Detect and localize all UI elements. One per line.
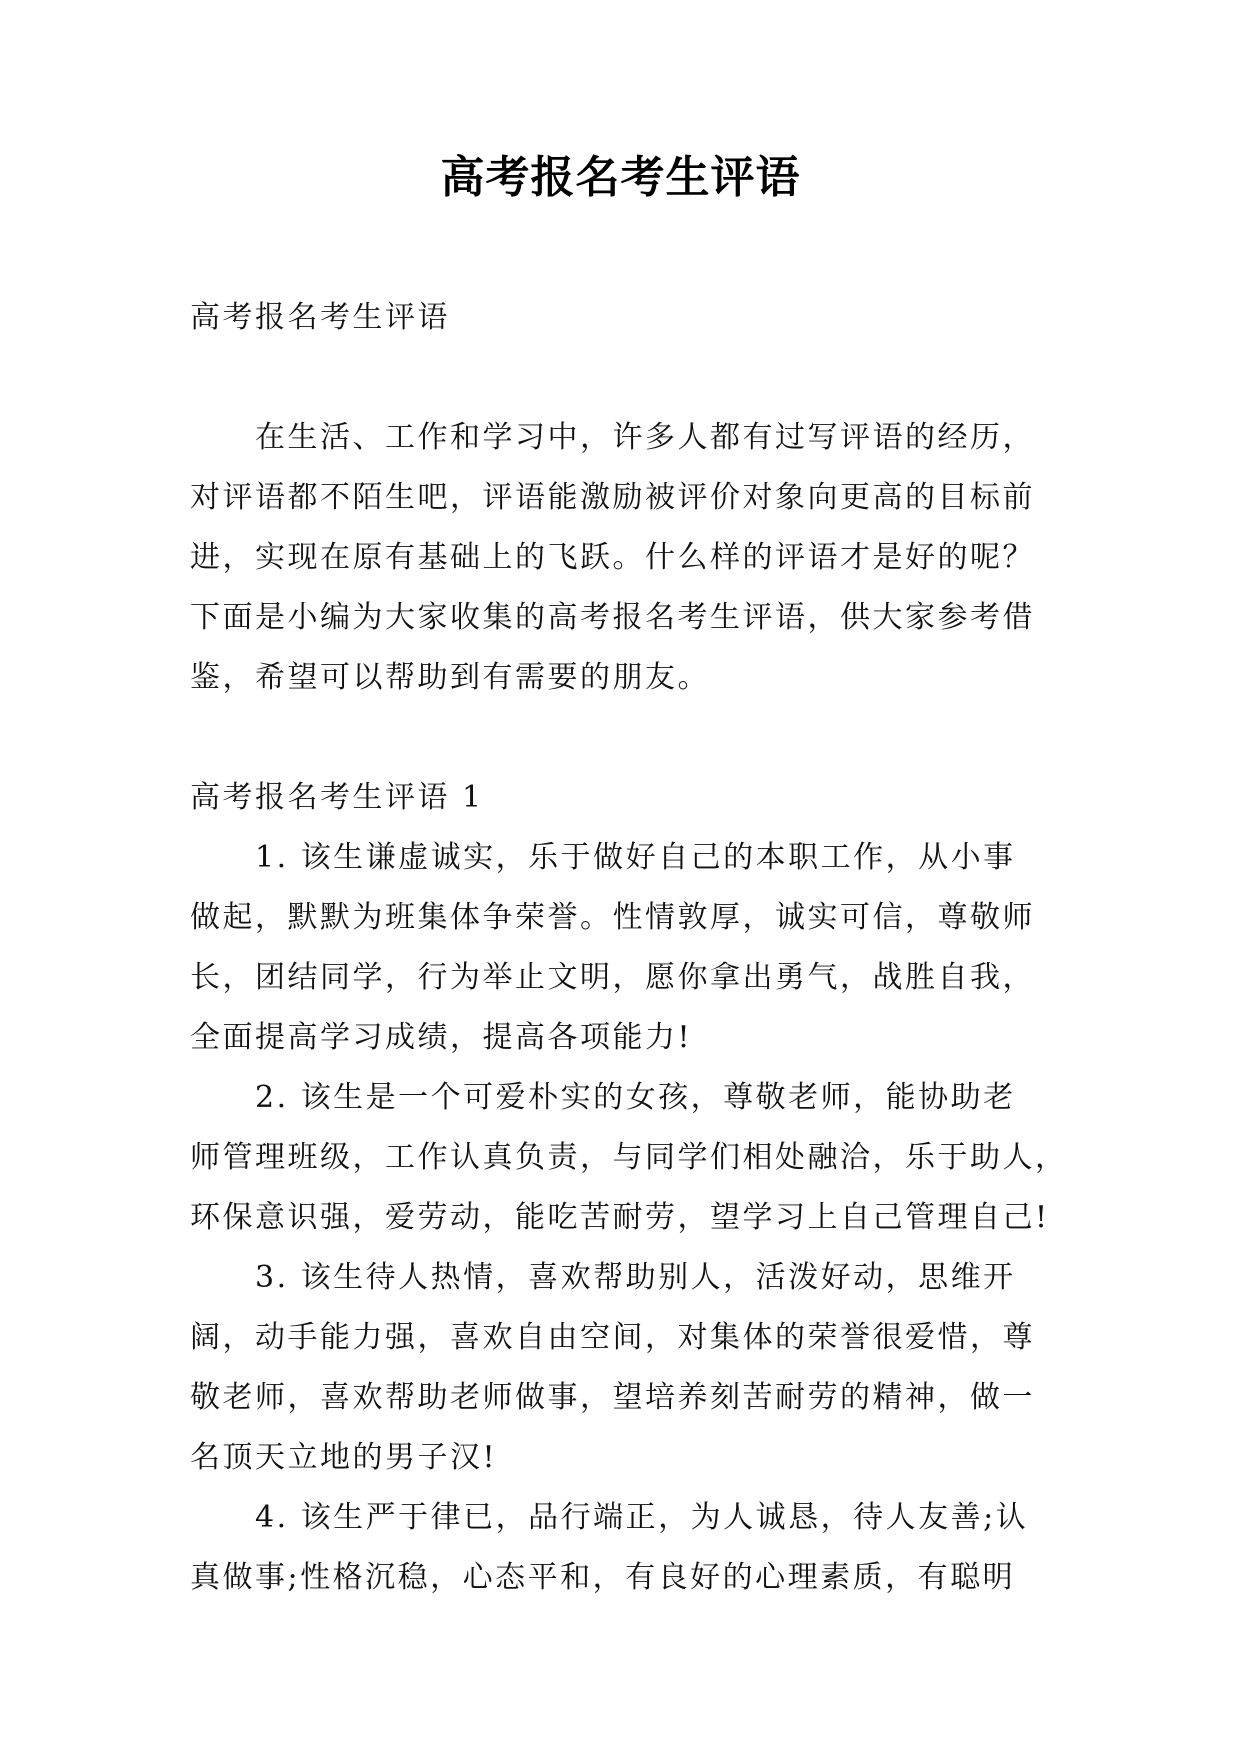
comment-item-1 bbox=[190, 828, 1070, 1068]
comment-line: 长，团结同学，行为举止文明，愿你拿出勇气，战胜自我， bbox=[190, 960, 1035, 995]
intro-line: 下面是小编为大家收集的高考报名考生评语，供大家参考借 bbox=[190, 600, 1035, 635]
section-heading: 高考报名考生评语 1 bbox=[190, 780, 484, 815]
comment-line: 师管理班级，工作认真负责，与同学们相处融洽，乐于助人， bbox=[190, 1140, 1068, 1175]
spacer bbox=[190, 348, 1070, 408]
comment-line: 做起，默默为班集体争荣誉。性情敦厚，诚实可信，尊敬师 bbox=[190, 900, 1035, 935]
intro-line: 鉴，希望可以帮助到有需要的朋友。 bbox=[190, 660, 710, 695]
comment-item-2 bbox=[190, 1068, 1070, 1248]
comment-line: 真做事;性格沉稳，心态平和，有良好的心理素质，有聪明 bbox=[190, 1560, 1016, 1595]
comment-line: 阔，动手能力强，喜欢自由空间，对集体的荣誉很爱惜，尊 bbox=[190, 1320, 1035, 1355]
comment-line: 1. 该生谦虚诚实，乐于做好自己的本职工作，从小事 bbox=[190, 840, 1016, 875]
comment-line: 4. 该生严于律已，品行端正，为人诚恳，待人友善;认 bbox=[190, 1500, 1029, 1535]
comment-line: 环保意识强，爱劳动，能吃苦耐劳，望学习上自己管理自己! bbox=[190, 1200, 1050, 1235]
intro-line: 对评语都不陌生吧，评语能激励被评价对象向更高的目标前 bbox=[190, 480, 1035, 515]
comment-line: 名顶天立地的男子汉! bbox=[190, 1440, 498, 1475]
comment-item-3 bbox=[190, 1248, 1070, 1488]
comment-line: 3. 该生待人热情，喜欢帮助别人，活泼好动，思维开 bbox=[190, 1260, 1016, 1295]
document-body bbox=[190, 288, 1070, 1608]
intro-line: 在生活、工作和学习中，许多人都有过写评语的经历， bbox=[190, 420, 1035, 455]
comment-item-4 bbox=[190, 1488, 1070, 1608]
spacer bbox=[190, 708, 1070, 768]
subtitle: 高考报名考生评语 bbox=[190, 300, 450, 335]
intro-line: 进，实现在原有基础上的飞跃。什么样的评语才是好的呢？ bbox=[190, 540, 1035, 575]
document-title: 高考报名考生评语 bbox=[440, 152, 801, 203]
comment-line: 全面提高学习成绩，提高各项能力! bbox=[190, 1020, 693, 1055]
comment-line: 敬老师，喜欢帮助老师做事，望培养刻苦耐劳的精神，做一 bbox=[190, 1380, 1035, 1415]
comment-line: 2. 该生是一个可爱朴实的女孩，尊敬老师，能协助老 bbox=[190, 1080, 1016, 1115]
intro-paragraph bbox=[190, 408, 1070, 708]
